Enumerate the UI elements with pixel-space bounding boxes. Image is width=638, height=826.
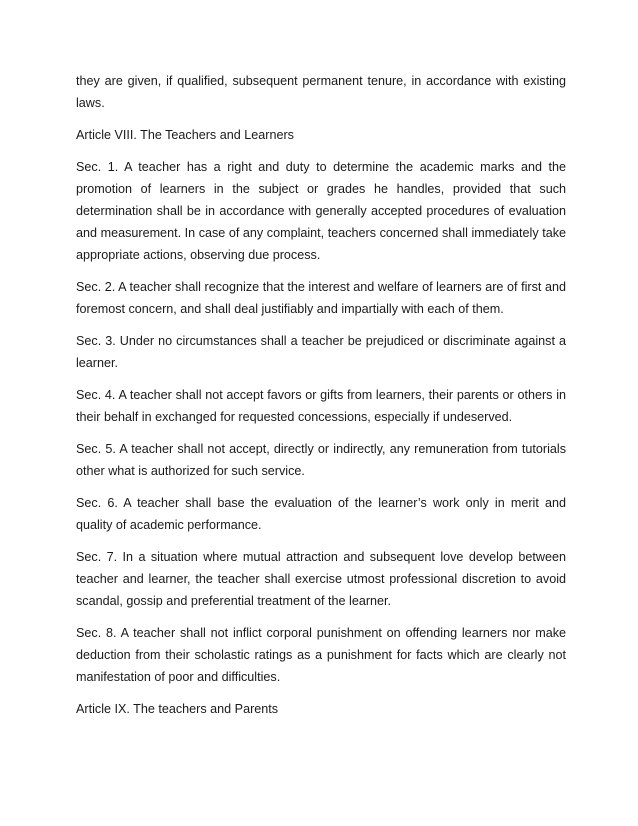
section-8-paragraph: Sec. 8. A teacher shall not inflict corporal punishment on offending learners nor make deduction from their scholastic ratings as a punishment for facts which are clearly not manifestation of poor and difficulties.: [76, 626, 566, 684]
article-viii-heading: Article VIII. The Teachers and Learners: [76, 128, 294, 142]
section-5-paragraph: Sec. 5. A teacher shall not accept, directly or indirectly, any remuneration from tutorials other what is authorized for such service.: [76, 442, 566, 478]
section-1-paragraph: Sec. 1. A teacher has a right and duty to determine the academic marks and the promotion of learners in the subject or grades he handles, provided that such determination shall be in accordance with generally accepted procedures of evaluation and measurement. In case of any complaint, teachers concerned shall immediately take appropriate actions, observing due process.: [76, 160, 566, 262]
document-page: [76, 70, 566, 730]
section-2-paragraph: Sec. 2. A teacher shall recognize that the interest and welfare of learners are of first and foremost concern, and shall deal justifiably and impartially with each of them.: [76, 280, 566, 316]
section-3-paragraph: Sec. 3. Under no circumstances shall a teacher be prejudiced or discriminate against a learner.: [76, 334, 566, 370]
section-7-paragraph: Sec. 7. In a situation where mutual attraction and subsequent love develop between teacher and learner, the teacher shall exercise utmost professional discretion to avoid scandal, gossip and preferential treatment of the learner.: [76, 550, 566, 608]
section-4-paragraph: Sec. 4. A teacher shall not accept favors or gifts from learners, their parents or others in their behalf in exchanged for requested concessions, especially if undeserved.: [76, 388, 566, 424]
article-ix-heading: Article IX. The teachers and Parents: [76, 702, 279, 716]
paragraph-tenure-continuation: they are given, if qualified, subsequent permanent tenure, in accordance with existing laws.: [76, 74, 566, 110]
section-6-paragraph: Sec. 6. A teacher shall base the evaluation of the learner’s work only in merit and quality of academic performance.: [76, 496, 566, 532]
